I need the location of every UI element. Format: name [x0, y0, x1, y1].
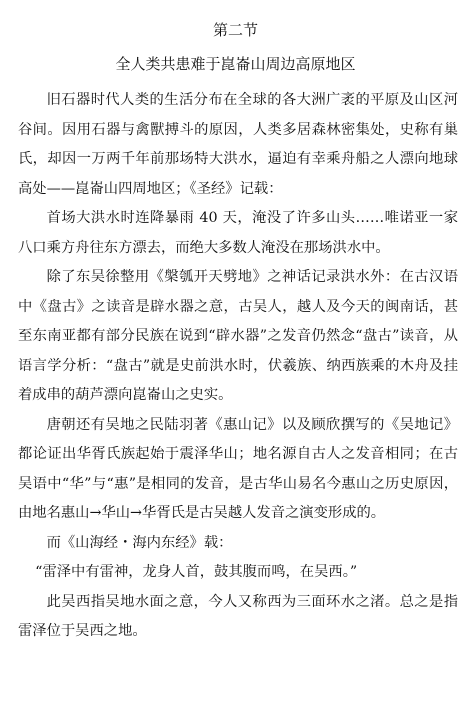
section-title: 第二节	[212, 21, 258, 39]
chapter-title: 全人类共患难于崑崙山周边高原地区	[115, 55, 356, 73]
paragraph: 而《山海经・海内东经》载：	[46, 534, 233, 551]
paragraph: 除了东吴徐整用《槃瓠开天劈地》之神话记录洪水外：在古汉语中《盘古》之读音是辟水器之意，古吴人，越人及今天的闽南话，甚至东南亚都有部分民族在说到“辟水器”之发音仍然念“盘古”读音，从语言学分析：“盘古”就是史前洪水时，伏羲族、纳西族乘的木舟及挂着成串的葫芦漂向崑崙山之史实。	[18, 269, 458, 403]
quote-paragraph: “雷泽中有雷神，龙身人首，鼓其腹而鸣，在吴西。”	[35, 564, 358, 580]
paragraph: 首场大洪水时连降暴雨 40 天，淹没了许多山头……唯诺亚一家八口乘方舟往东方漂去，而绝大多数人淹没在那场洪水中。	[18, 210, 458, 256]
paragraph: 旧石器时代人类的生活分布在全球的各大洲广袤的平原及山区河谷间。因用石器与禽獸搏斗的原因，人类多居森林密集处，史称有巢氏，却因一万两千年前那场特大洪水，逼迫有幸乘舟船之人漂向地球高处——崑崙山四周地区；《圣经》记载：	[18, 92, 458, 197]
body-text	[18, 86, 458, 647]
paragraph: 此吴西指吴地水面之意，今人又称西为三面环水之渚。总之是指雷泽位于吴西之地。	[18, 593, 458, 639]
paragraph: 唐朝还有吴地之民陆羽著《惠山记》以及顾欣撰写的《吴地记》都论证出华胥氏族起始于震泽华山；地名源自古人之发音相同；在古吴语中“华”与“惠”是相同的发音，是古华山易名今惠山之历史原因，由地名惠山→华山→华胥氏是古吴越人发音之演变形成的。	[18, 416, 458, 521]
